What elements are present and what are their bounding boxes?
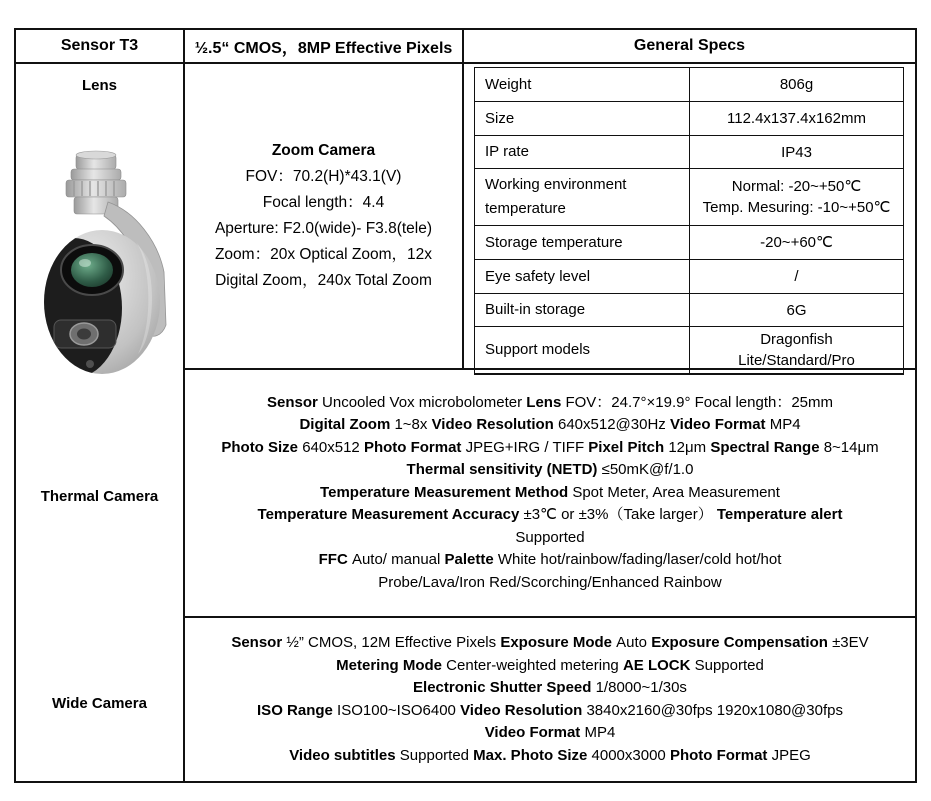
general-spec-row bbox=[475, 327, 904, 375]
spec-label: Storage temperature bbox=[475, 226, 690, 260]
camera-mount bbox=[66, 151, 126, 214]
spec-label: Weight bbox=[475, 68, 690, 102]
header-sensor-spec bbox=[185, 30, 464, 64]
spec-label: Eye safety level bbox=[475, 260, 690, 294]
spec-line: Digital Zoom，240x Total Zoom bbox=[215, 272, 432, 289]
gimbal-camera-image bbox=[38, 150, 180, 378]
general-spec-row bbox=[475, 169, 904, 226]
spec-value: IP43 bbox=[690, 136, 904, 169]
wide-camera-specs bbox=[185, 618, 915, 781]
spec-value: -20~+60℃ bbox=[690, 226, 904, 260]
thermal-section-label: Thermal Camera bbox=[40, 488, 159, 505]
sensor-spec-label: ½.5“ CMOS，8MP Effective Pixels bbox=[194, 39, 453, 57]
spec-value: Normal: -20~+50℃ Temp. Mesuring: -10~+50℃ bbox=[690, 169, 904, 226]
spec-line: Sensor ½” CMOS, 12M Effective Pixels Exposure Mode Auto Exposure Compensation ±3EV bbox=[231, 634, 869, 651]
spec-line: Temperature Measurement Method Spot Meter, Area Measurement bbox=[320, 483, 780, 501]
left-column bbox=[16, 64, 185, 781]
general-spec-row bbox=[475, 226, 904, 260]
zoom-camera-specs bbox=[215, 164, 432, 294]
general-spec-row bbox=[475, 102, 904, 136]
spec-label: Built-in storage bbox=[475, 294, 690, 327]
spec-value: 112.4x137.4x162mm bbox=[690, 102, 904, 136]
thermal-camera-cell bbox=[185, 370, 915, 618]
zoom-camera-cell bbox=[185, 64, 464, 370]
general-specs-cell bbox=[464, 64, 915, 370]
lens-section-label: Lens bbox=[81, 77, 117, 94]
spec-line: Supported bbox=[515, 528, 585, 546]
spec-line: ISO Range ISO100~ISO6400 Video Resolution 3840x2160@30fps 1920x1080@30fps bbox=[257, 701, 843, 719]
spec-line: Sensor Uncooled Vox microbolometer Lens FOV：24.7°×19.9° Focal length：25mm bbox=[266, 393, 834, 411]
general-spec-row bbox=[475, 294, 904, 327]
general-specs-table bbox=[474, 67, 904, 375]
spec-value: 6G bbox=[690, 294, 904, 327]
spec-label: Support models bbox=[475, 327, 690, 375]
general-specs-title: General Specs bbox=[633, 37, 746, 54]
spec-line: FOV：70.2(H)*43.1(V) bbox=[245, 168, 402, 185]
spec-label: IP rate bbox=[475, 136, 690, 169]
spec-value: / bbox=[690, 260, 904, 294]
spec-line: Digital Zoom 1~8x Video Resolution 640x512@30Hz Video Format MP4 bbox=[299, 416, 801, 434]
spec-value: Dragonfish Lite/Standard/Pro bbox=[690, 327, 904, 375]
zoom-lens-glass bbox=[71, 253, 113, 287]
header-sensor-model bbox=[16, 30, 185, 64]
spec-line: Metering Mode Center-weighted metering AE LOCK Supported bbox=[336, 656, 764, 674]
spec-line: Aperture: F2.0(wide)- F3.8(tele) bbox=[214, 220, 433, 237]
wide-section-label: Wide Camera bbox=[52, 695, 147, 712]
header-general-specs bbox=[464, 30, 915, 64]
thermal-camera-specs bbox=[185, 370, 915, 616]
spec-value: 806g bbox=[690, 68, 904, 102]
zoom-camera-title: Zoom Camera bbox=[271, 142, 376, 159]
spec-line: Focal length：4.4 bbox=[262, 194, 385, 211]
spec-line: Thermal sensitivity (NETD) ≤50mK@f/1.0 bbox=[406, 461, 694, 479]
spec-line: Video subtitles Supported Max. Photo Size 4000x3000 Photo Format JPEG bbox=[289, 746, 811, 764]
spec-line: Video Format MP4 bbox=[484, 724, 616, 741]
spec-line: Probe/Lava/Iron Red/Scorching/Enhanced Rainbow bbox=[378, 573, 722, 591]
spec-line: FFC Auto/ manual Palette White hot/rainbow/fading/laser/cold hot/hot bbox=[318, 551, 782, 569]
spec-line: Temperature Measurement Accuracy ±3℃ or ±3%（Take larger） Temperature alert bbox=[257, 506, 843, 524]
wide-camera-cell bbox=[185, 618, 915, 781]
spec-line: Zoom：20x Optical Zoom，12x bbox=[214, 246, 433, 263]
spec-label: Size bbox=[475, 102, 690, 136]
spec-table bbox=[14, 28, 917, 783]
general-spec-row bbox=[475, 136, 904, 169]
sensor-model-label: Sensor T3 bbox=[60, 37, 139, 54]
spec-line: Electronic Shutter Speed 1/8000~1/30s bbox=[413, 679, 687, 696]
general-spec-row bbox=[475, 260, 904, 294]
spec-line: Photo Size 640x512 Photo Format JPEG+IRG / TIFF Pixel Pitch 12μm Spectral Range 8~14μm bbox=[221, 438, 879, 456]
spec-label: Working environment temperature bbox=[475, 169, 690, 226]
general-spec-row bbox=[475, 68, 904, 102]
